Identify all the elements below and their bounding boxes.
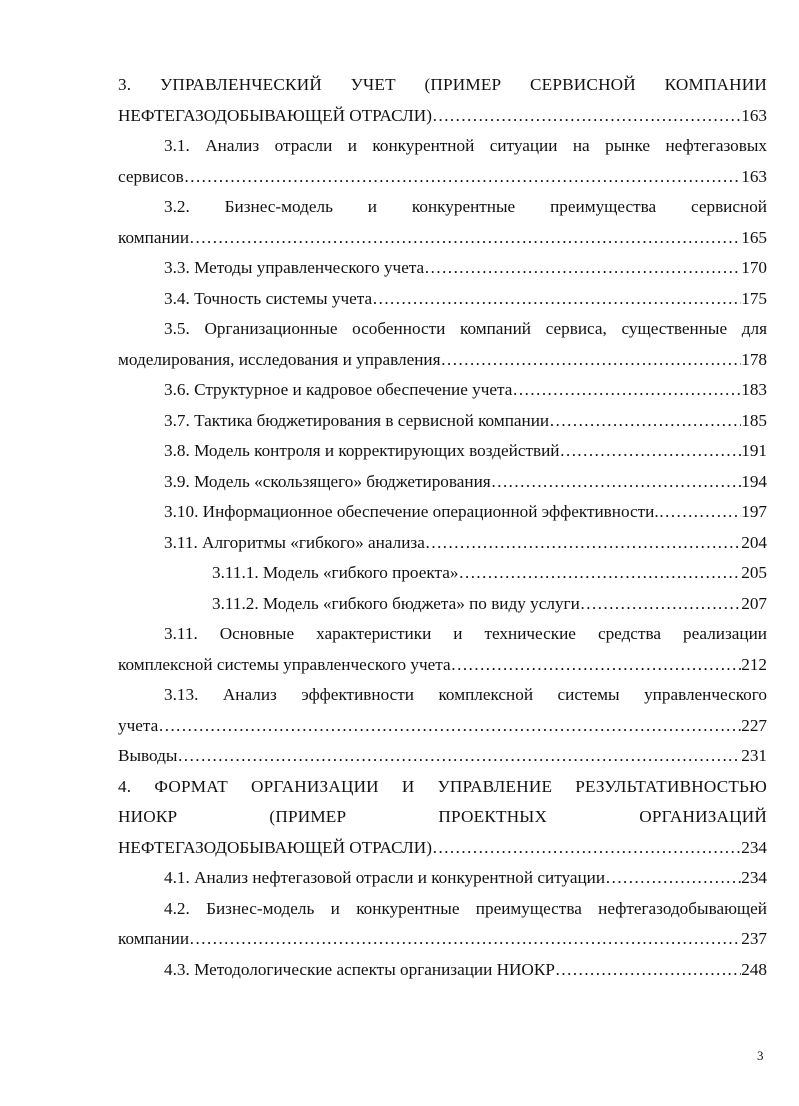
toc-item-3-13-cont: учета …………………………………………………………………………………………………………………………………………………………………… 227 bbox=[118, 711, 767, 742]
toc-section-4-title-cont: НИОКР (ПРИМЕР ПРОЕКТНЫХ ОРГАНИЗАЦИЙ bbox=[118, 807, 767, 826]
toc-item-3-2: 3.2. Бизнес-модель и конкурентные преимущества сервисной bbox=[164, 197, 767, 216]
toc-section-4-title-cont2: НЕФТЕГАЗОДОБЫВАЮЩЕЙ ОТРАСЛИ) …………………………………………………………………………………………………………………………………………………………………… 234 bbox=[118, 833, 767, 864]
toc-item-3-1: 3.1. Анализ отрасли и конкурентной ситуации на рынке нефтегазовых bbox=[164, 136, 767, 155]
toc-item-3-7: 3.7. Тактика бюджетирования в сервисной компании …………………………………………………………………………………………………………………………………………………………………… 185 bbox=[118, 406, 767, 437]
toc-item-3-10: 3.10. Информационное обеспечение операционной эффективности. …………………………………………………………………………………………………………………………………………………………………… 197 bbox=[118, 497, 767, 528]
toc-item-3-4: 3.4. Точность системы учета …………………………………………………………………………………………………………………………………………………………………… 175 bbox=[118, 284, 767, 315]
toc-item-conclusions: Выводы …………………………………………………………………………………………………………………………………………………………………… 231 bbox=[118, 741, 767, 772]
toc-item-3-5-cont: моделирования, исследования и управления …………………………………………………………………………………………………………………………………………………………………… 178 bbox=[118, 345, 767, 376]
toc-item-3-2-cont: компании …………………………………………………………………………………………………………………………………………………………………… 165 bbox=[118, 223, 767, 254]
toc-item-4-2-cont: компании …………………………………………………………………………………………………………………………………………………………………… 237 bbox=[118, 924, 767, 955]
toc-item-4-3: 4.3. Методологические аспекты организации НИОКР …………………………………………………………………………………………………………………………………………………………………… 248 bbox=[118, 955, 767, 986]
toc-item-3-3: 3.3. Методы управленческого учета …………………………………………………………………………………………………………………………………………………………………… 170 bbox=[118, 253, 767, 284]
toc-item-3-8: 3.8. Модель контроля и корректирующих воздействий …………………………………………………………………………………………………………………………………………………………………… 191 bbox=[118, 436, 767, 467]
toc-page-number: 163 bbox=[741, 105, 767, 125]
toc-item-3-11-2: 3.11.2. Модель «гибкого бюджета» по виду услуги …………………………………………………………………………………………………………………………………………………………………… 207 bbox=[118, 589, 767, 620]
page-number: 3 bbox=[757, 1048, 764, 1063]
toc-section-4-title: 4. ФОРМАТ ОРГАНИЗАЦИИ И УПРАВЛЕНИЕ РЕЗУЛЬТАТИВНОСТЬЮ bbox=[118, 776, 767, 796]
toc-item-3-5: 3.5. Организационные особенности компаний сервиса, существенные для bbox=[164, 319, 767, 338]
toc-item-3-11b: 3.11. Основные характеристики и технические средства реализации bbox=[164, 624, 767, 643]
toc-item-3-9: 3.9. Модель «скользящего» бюджетирования …………………………………………………………………………………………………………………………………………………………………… 194 bbox=[118, 467, 767, 498]
toc-item-3-11: 3.11. Алгоритмы «гибкого» анализа …………………………………………………………………………………………………………………………………………………………………… 204 bbox=[118, 528, 767, 559]
toc-item-3-11b-cont: комплексной системы управленческого учета …………………………………………………………………………………………………………………………………………………………………… 212 bbox=[118, 650, 767, 681]
toc-item-3-13: 3.13. Анализ эффективности комплексной системы управленческого bbox=[164, 685, 767, 704]
toc-item-4-1: 4.1. Анализ нефтегазовой отрасли и конкурентной ситуации …………………………………………………………………………………………………………………………………………………………………… 234 bbox=[118, 863, 767, 894]
toc-section-3-title-cont: НЕФТЕГАЗОДОБЫВАЮЩЕЙ ОТРАСЛИ) …………………………………………………………………………………………………………………………………………………………………… 163 bbox=[118, 101, 767, 132]
table-of-contents bbox=[118, 70, 767, 985]
toc-item-3-1-cont: сервисов …………………………………………………………………………………………………………………………………………………………………… 163 bbox=[118, 162, 767, 193]
toc-item-3-11-1: 3.11.1. Модель «гибкого проекта» …………………………………………………………………………………………………………………………………………………………………… 205 bbox=[118, 558, 767, 589]
toc-section-3-title: 3. УПРАВЛЕНЧЕСКИЙ УЧЕТ (ПРИМЕР СЕРВИСНОЙ КОМПАНИИ bbox=[118, 75, 767, 94]
toc-item-4-2: 4.2. Бизнес-модель и конкурентные преимущества нефтегазодобывающей bbox=[164, 898, 767, 918]
toc-item-3-6: 3.6. Структурное и кадровое обеспечение учета …………………………………………………………………………………………………………………………………………………………………… 183 bbox=[118, 375, 767, 406]
